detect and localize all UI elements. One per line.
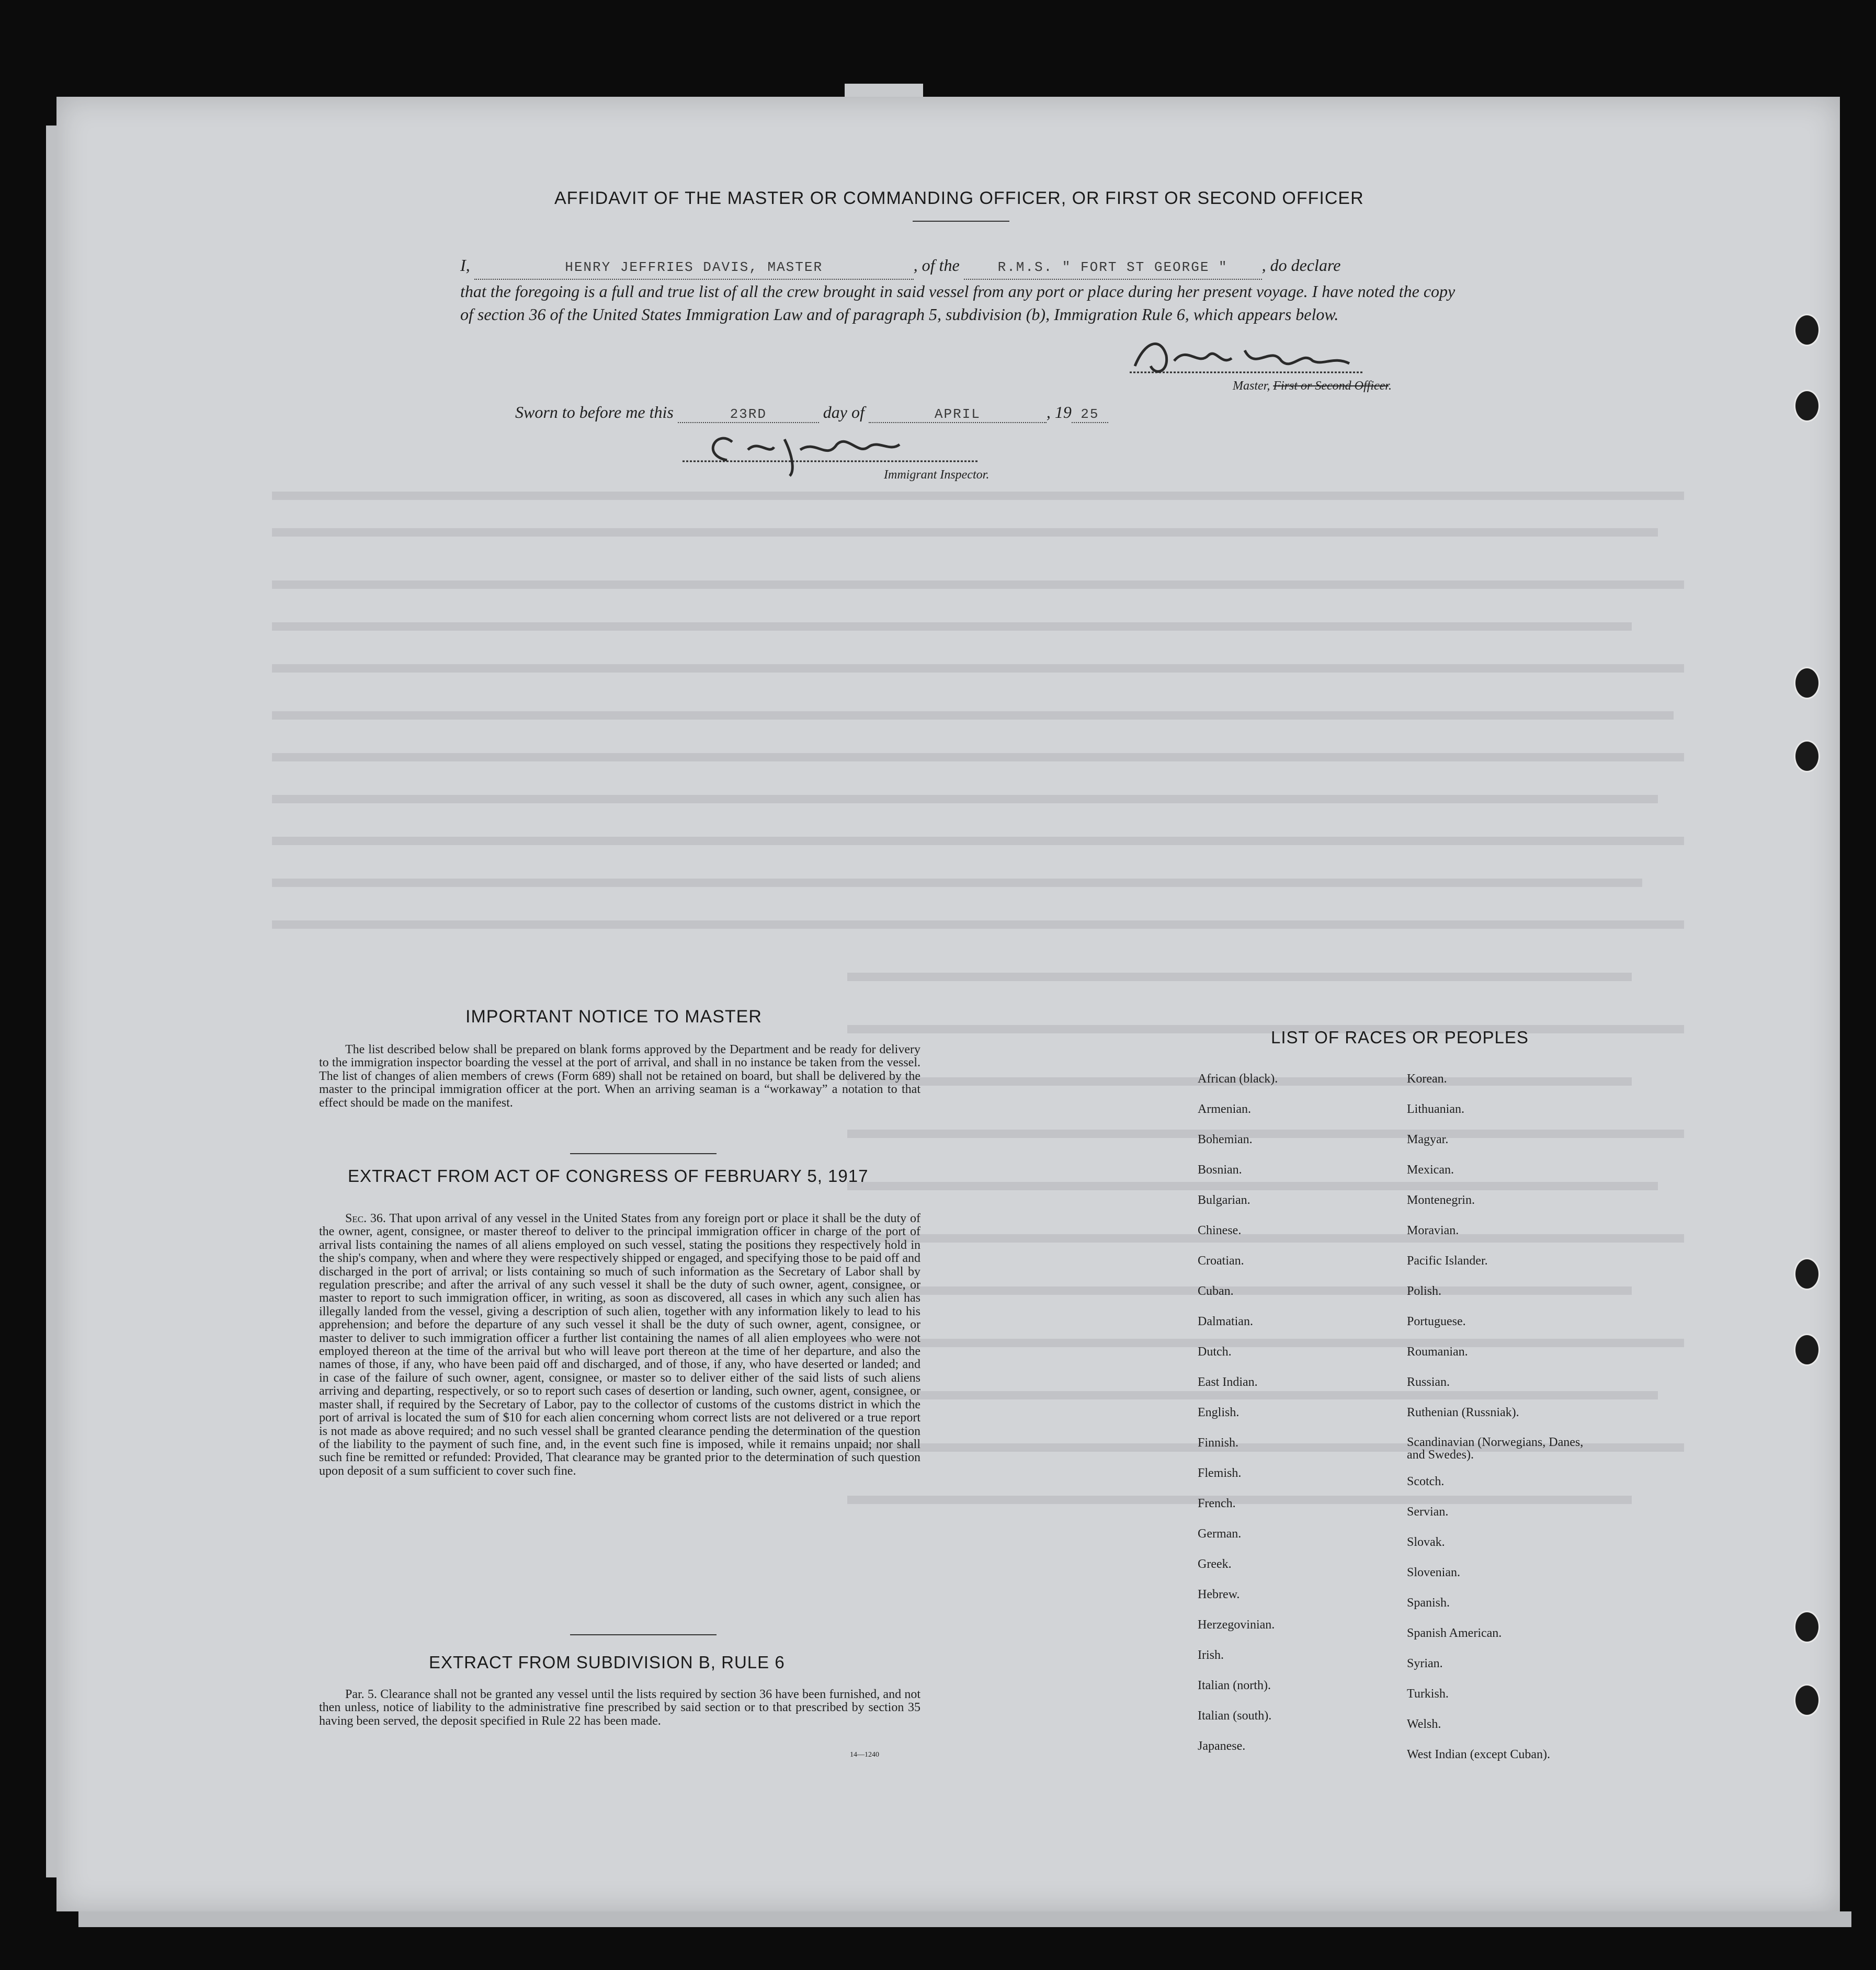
declare-label: , do declare [1261,256,1341,275]
paper-edge [46,126,56,1877]
notice-rule [570,1153,717,1154]
race-item: Polish. [1407,1284,1442,1298]
sworn-day-field: 23RD [678,406,819,423]
race-item: Dalmatian. [1198,1315,1253,1328]
sworn-prefix: Sworn to before me this [515,403,674,422]
notice-title: IMPORTANT NOTICE TO MASTER [465,1007,762,1027]
binder-hole [1794,314,1820,346]
form-number: 14—1240 [850,1751,879,1759]
sworn-line [515,403,1195,423]
affidavit-title: AFFIDAVIT OF THE MASTER OR COMMANDING OFFICER, OR FIRST OR SECOND OFFICER [554,188,1364,208]
race-item: Bulgarian. [1198,1193,1250,1207]
notice-text: The list described below shall be prepared on blank forms approved by the Department and be ready for delivery to the immigration inspector boarding the vessel at the port of arrival, and shall in no instance be taken from the vessel. The list of changes of alien members of crews (Form 689) shall not be retained on board, but shall be delivered by the master to the principal immigration officer at the port. When an arriving seaman is a “workaway” a notation to that effect should be made on the manifest. [319,1043,920,1110]
race-item: Japanese. [1198,1739,1246,1753]
master-caption [1233,379,1392,393]
master-name-field: HENRY JEFFRIES DAVIS, MASTER [474,256,914,280]
race-item: Welsh. [1407,1717,1441,1731]
race-item: German. [1198,1527,1242,1541]
race-item: West Indian (except Cuban). [1407,1748,1550,1761]
race-item: Ruthenian (Russniak). [1407,1406,1519,1419]
extract-act-text [319,1212,920,1478]
race-item: Portuguese. [1407,1315,1466,1328]
race-item: Lithuanian. [1407,1102,1464,1116]
extract-act-title: EXTRACT FROM ACT OF CONGRESS OF FEBRUARY 5, 1917 [348,1166,869,1186]
race-item: Russian. [1407,1375,1450,1389]
race-item: Dutch. [1198,1345,1232,1359]
race-item: Servian. [1407,1505,1449,1519]
binder-hole [1794,1611,1820,1643]
affidavit-line1 [460,254,1464,280]
race-item: English. [1198,1406,1240,1419]
inspector-caption: Immigrant Inspector. [884,468,990,482]
race-item: East Indian. [1198,1375,1258,1389]
paper-edge-bottom [78,1911,1851,1927]
race-item: Chinese. [1198,1224,1242,1237]
master-signature [1124,335,1365,382]
race-item: Turkish. [1407,1687,1449,1701]
race-item: African (black). [1198,1072,1278,1086]
race-item: Greek. [1198,1557,1232,1571]
title-rule [913,221,1009,222]
sworn-month-field: APRIL [869,406,1047,423]
extract-rule-title: EXTRACT FROM SUBDIVISION B, RULE 6 [429,1653,785,1672]
binder-hole [1794,390,1820,422]
sworn-year-field: 25 [1072,406,1108,423]
races-title: LIST OF RACES OR PEOPLES [1271,1028,1529,1047]
sworn-day-of: day of [823,403,865,422]
binder-hole [1794,740,1820,772]
race-item: Roumanian. [1407,1345,1468,1359]
race-item: Slovak. [1407,1535,1445,1549]
race-item: Irish. [1198,1648,1224,1662]
race-item: Armenian. [1198,1102,1251,1116]
binder-hole [1794,1334,1820,1366]
sec-label: Sec. 36. [345,1212,386,1225]
race-item: Scotch. [1407,1475,1445,1488]
race-item: Bohemian. [1198,1133,1253,1146]
race-item: Montenegrin. [1407,1193,1475,1207]
race-item: Moravian. [1407,1224,1459,1237]
race-item: Magyar. [1407,1133,1449,1146]
race-item: Herzegovinian. [1198,1618,1275,1632]
binder-hole [1794,667,1820,699]
extract-rule-text: Par. 5. Clearance shall not be granted any vessel until the lists required by section 36 have been furnished, and not then unless, notice of liability to the administrative fine prescribed by said section or to that prescribed by section 35 having been served, the deposit specified in Rule 22 has been made. [319,1688,920,1728]
master-caption-struck: First or Second Officer [1273,379,1389,393]
race-item: Korean. [1407,1072,1447,1086]
race-item: Italian (north). [1198,1679,1271,1692]
of-the-label: , of the [913,256,960,275]
race-item: Hebrew. [1198,1588,1240,1601]
race-item: Spanish. [1407,1596,1450,1610]
sworn-year-prefix: , 19 [1046,403,1072,422]
race-item: Pacific Islander. [1407,1254,1488,1268]
race-item: Scandinavian (Norwegians, Danes, and Swedes). [1407,1436,1584,1462]
binder-hole [1794,1684,1820,1716]
master-caption-prefix: Master, [1233,379,1274,393]
race-item: Cuban. [1198,1284,1234,1298]
race-item: Italian (south). [1198,1709,1272,1723]
race-item: French. [1198,1497,1236,1510]
vessel-name-field: R.M.S. " FORT ST GEORGE " [964,256,1262,280]
affidavit-text: that the foregoing is a full and true list of all the crew brought in said vessel from any port or place during her present voyage. I have noted the copy of section 36 of the United States Immigration Law and of paragraph 5, subdivision (b), Immigration Rule 6, which appears below. [460,282,1456,324]
affidavit-body [460,254,1464,326]
affidavit-i: I, [460,256,470,275]
race-item: Finnish. [1198,1436,1239,1450]
race-item: Bosnian. [1198,1163,1242,1177]
race-item: Syrian. [1407,1657,1443,1670]
race-item: Slovenian. [1407,1566,1460,1579]
race-item: Spanish American. [1407,1626,1502,1640]
master-caption-suffix: . [1388,379,1392,393]
extract-act-body: That upon arrival of any vessel in the United States from any foreign port or place it shall be the duty of the owner, agent, consignee, or master thereof to deliver to the principal immigration officer in charge of the port of arrival lists containing the names of all aliens employed on such vessel, stating the positions they respectively hold in the ship's company, when and where they were respectively shipped or engaged, and specifying those to be paid off and discharged in the port of arrival; or lists containing so much of such information as the Secretary of Labor shall by regulation prescribe; and after the arrival of any such vessel it shall be the duty of such owner, agent, consignee, or master to report to such immigration officer, in writing, as soon as discovered, all cases in which any such alien has illegally landed from the vessel, giving a description of such alien, together with any information likely to lead to his apprehension; and before the departure of any such vessel it shall be the duty of such owner, agent, consignee, or master to deliver to such immigration officer a further list containing the names of all alien employees who were not employed thereon at the time of the arrival but who will leave port thereon at the time of her departure, and also the names of those, if any, who have been paid off and discharged, and of those, if any, who have deserted or landed; and in case of the failure of such owner, agent, consignee, or master so to deliver either of the said lists of such aliens arriving and departing, respectively, or so to report such cases of desertion or landing, such owner, agent, consignee, or master shall, if required by the Secretary of Labor, pay to the collector of customs of the customs district in which the port of arrival is located the sum of $10 for each alien concerning whom correct lists are not delivered or a true report is not made as above required; and no such vessel shall be granted clearance pending the determination of the question of the liability to the payment of such fine, and, in the event such fine is imposed, while it remains unpaid; nor shall such fine be remitted or refunded: Provided, That clearance may be granted prior to the determination of such question upon deposit of a sum sufficient to cover such fine. [319,1212,920,1478]
race-item: Croatian. [1198,1254,1244,1268]
race-item: Flemish. [1198,1466,1242,1480]
race-item: Mexican. [1407,1163,1454,1177]
extract-act-rule [570,1634,717,1635]
binder-hole [1794,1258,1820,1290]
